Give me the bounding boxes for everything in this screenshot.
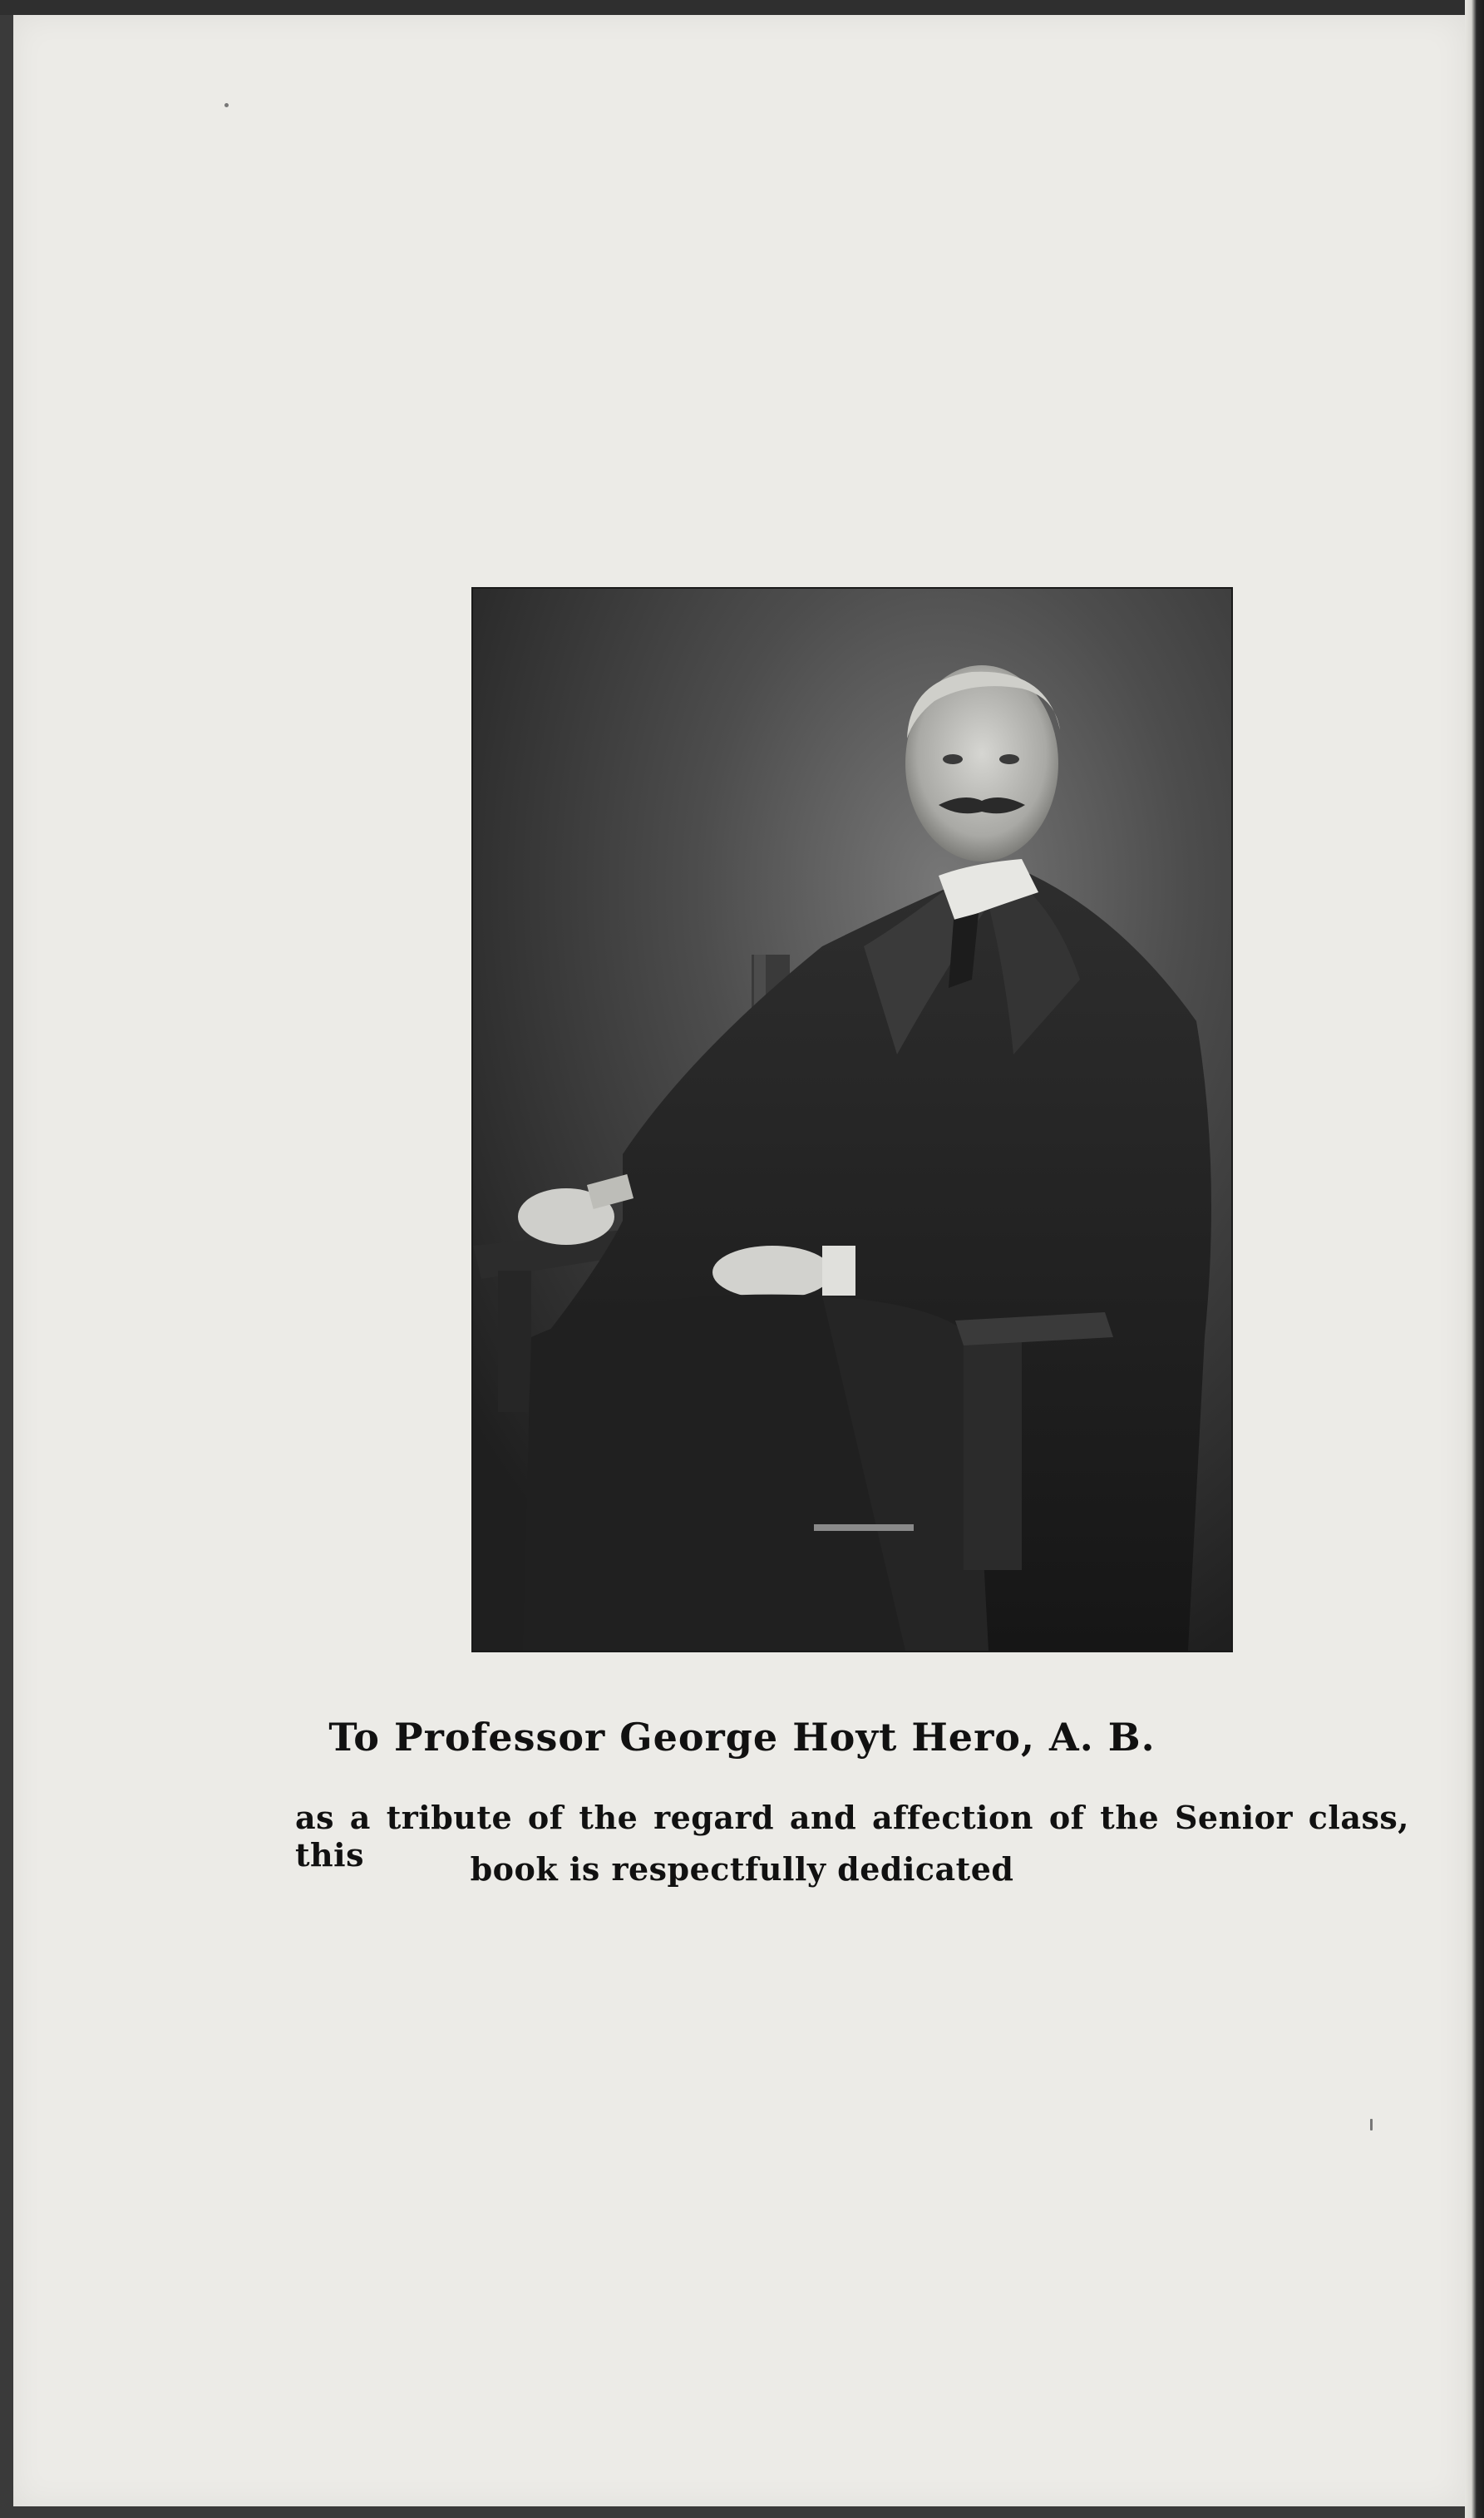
paper-speck — [224, 103, 229, 107]
dedicatee-name: To Professor George Hoyt Hero, A. B. — [328, 1715, 1156, 1760]
portrait-photo — [473, 589, 1231, 1651]
dedication-text-line-1: as a tribute of the regard and affection of the Senior class, this — [295, 1799, 1409, 1874]
paper-speck — [1370, 2119, 1373, 2130]
dedication-text-line-2: book is respectfully dedicated — [470, 1850, 1014, 1888]
book-spine-edge — [1465, 0, 1484, 2518]
dedication-portrait — [471, 587, 1233, 1652]
scan-top-edge — [0, 0, 1484, 15]
